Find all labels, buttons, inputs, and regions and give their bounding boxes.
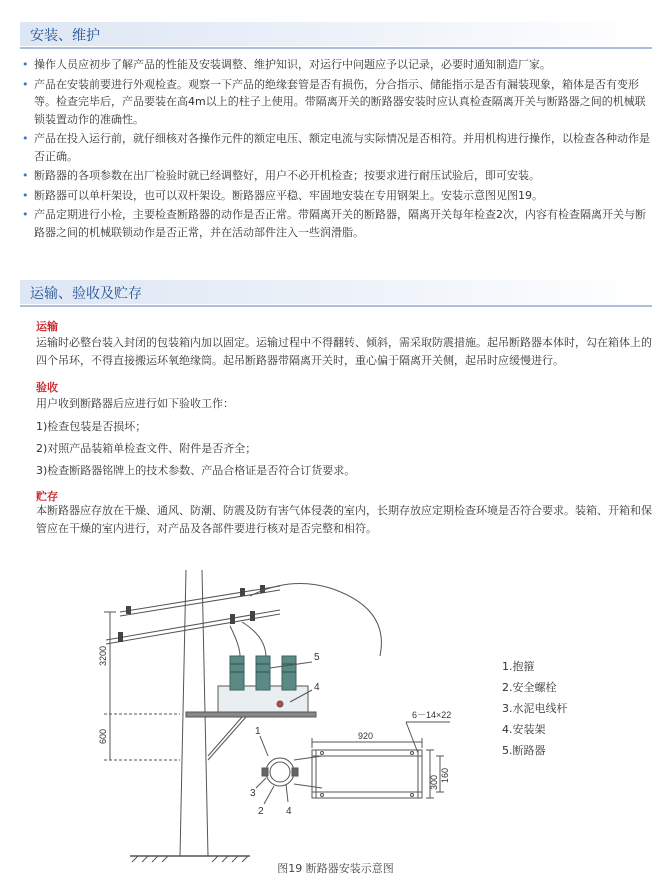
acceptance-item: 2)对照产品装箱单检查文件、附件是否齐全； <box>36 442 257 455</box>
dim-label-160: 160 <box>440 767 450 783</box>
figure-legend <box>502 656 568 761</box>
callout-5: 5 <box>314 652 320 663</box>
bullet-item <box>22 206 656 241</box>
subheading-storage: 贮存 <box>36 490 58 503</box>
transport-text: 运输时必整台装入封闭的包装箱内加以固定。运输过程中不得翻转、倾斜，需采取防震措施。起吊断路器本体时，勾在箱体上的四个吊环，不得直接搬运环氧绝缘筒。起吊断路器带隔离开关时，重心偏于隔离开关侧，起吊时应缓慢进行。 <box>36 336 652 367</box>
legend-item: 3.水泥电线杆 <box>502 702 568 715</box>
bullet-text: 断路器可以单杆架设，也可以双杆架设。断路器应平稳、牢固地安装在专用钢架上。安装示意图见图19。 <box>34 188 543 202</box>
bullet-text: 断路器的各项参数在出厂检验时就已经调整好，用户不必开机检查；按要求进行耐压试验后，即可安装。 <box>34 169 540 182</box>
bullet-dot-icon: • <box>22 188 29 202</box>
figure-caption: 图19 断路器安装示意图 <box>277 862 394 875</box>
hole-leader <box>406 722 450 753</box>
section-underline <box>20 305 652 307</box>
legend-item: 5.断路器 <box>502 744 546 757</box>
section-title: 安装、维护 <box>30 28 100 44</box>
clamp-plan-view <box>262 756 322 788</box>
bullet-dot-icon: • <box>22 132 29 145</box>
acceptance-item: 1)检查包装是否损坏； <box>36 420 147 433</box>
bullet-text: 产品定期进行小检，主要检查断路器的动作是否正常。带隔离开关的断路器，隔离开关每年检查2次，内容有检查隔离开关与断路器之间的机械联锁动作是否正常，并在活动部件注入一些润滑脂。 <box>34 208 646 239</box>
section-title: 运输、验收及贮存 <box>30 286 142 302</box>
bullet-dot-icon: • <box>22 58 29 71</box>
legend-item: 1.抱箍 <box>502 660 535 673</box>
subheading-transport: 运输 <box>36 320 58 333</box>
subheading-acceptance: 验收 <box>36 381 58 394</box>
callout-4: 4 <box>314 682 320 693</box>
dim-label-300: 300 <box>429 774 439 790</box>
dimension-3200 <box>104 612 180 714</box>
bullet-item <box>22 76 656 129</box>
dim-label-920: 920 <box>358 731 374 741</box>
install-bullet-list <box>22 56 656 243</box>
dim-label-3200: 3200 <box>98 645 108 666</box>
legend-item: 2.安全螺栓 <box>502 681 557 694</box>
acceptance-item: 3)检查断路器铭牌上的技术参数、产品合格证是否符合订货要求。 <box>36 464 356 477</box>
dim-label-hole: 6－14×22 <box>412 710 452 720</box>
dimension-600 <box>104 714 180 760</box>
dim-label-600: 600 <box>98 728 108 744</box>
legend-item: 4.安装架 <box>502 723 546 736</box>
bullet-dot-icon: • <box>22 208 29 221</box>
section-header-transport <box>20 280 652 304</box>
frame-plan-view <box>312 750 422 798</box>
callout-4-plan: 4 <box>286 806 292 817</box>
callout-2: 2 <box>258 806 264 817</box>
storage-text: 本断路器应存放在干燥、通风、防潮、防震及防有害气体侵袭的室内，长期存放应定期检查环境是否符合要求。装箱、开箱和保管应在干燥的室内进行，对产品及各部件要进行核对是否完整和相符。 <box>36 504 652 535</box>
bullet-dot-icon: • <box>22 77 29 91</box>
bullet-item <box>22 187 656 205</box>
bullet-item <box>22 167 656 185</box>
bullet-text: 产品在投入运行前，就仔细核对各操作元件的额定电压、额定电流与实际情况是否相符。并用机构进行操作，以检查各种动作是否正确。 <box>34 132 650 163</box>
insulator-group <box>118 585 265 642</box>
acceptance-intro: 用户收到断路器后应进行如下验收工作： <box>36 397 234 410</box>
callout-3: 3 <box>250 788 256 799</box>
section-underline <box>20 47 652 49</box>
installation-diagram <box>90 556 490 876</box>
bullet-item <box>22 56 656 74</box>
bullet-text: 操作人员应初步了解产品的性能及安装调整、维护知识，对运行中问题应予以记录，必要时通知制造厂家。 <box>34 58 551 71</box>
section-header-install <box>20 22 652 46</box>
bullet-dot-icon: • <box>22 169 29 182</box>
bullet-text: 产品在安装前要进行外观检查。观察一下产品的绝缘套管是否有损伤，分合指示、储能指示是否有漏装现象，箱体是否有变形等。检查完毕后，产品要装在高4m以上的柱子上使用。带隔离开关的断路器安装时应认真检查隔离开关与断路器之间的机械联锁装置动作的准确性。 <box>34 77 646 126</box>
bullet-item <box>22 130 656 165</box>
callout-1: 1 <box>255 726 261 737</box>
